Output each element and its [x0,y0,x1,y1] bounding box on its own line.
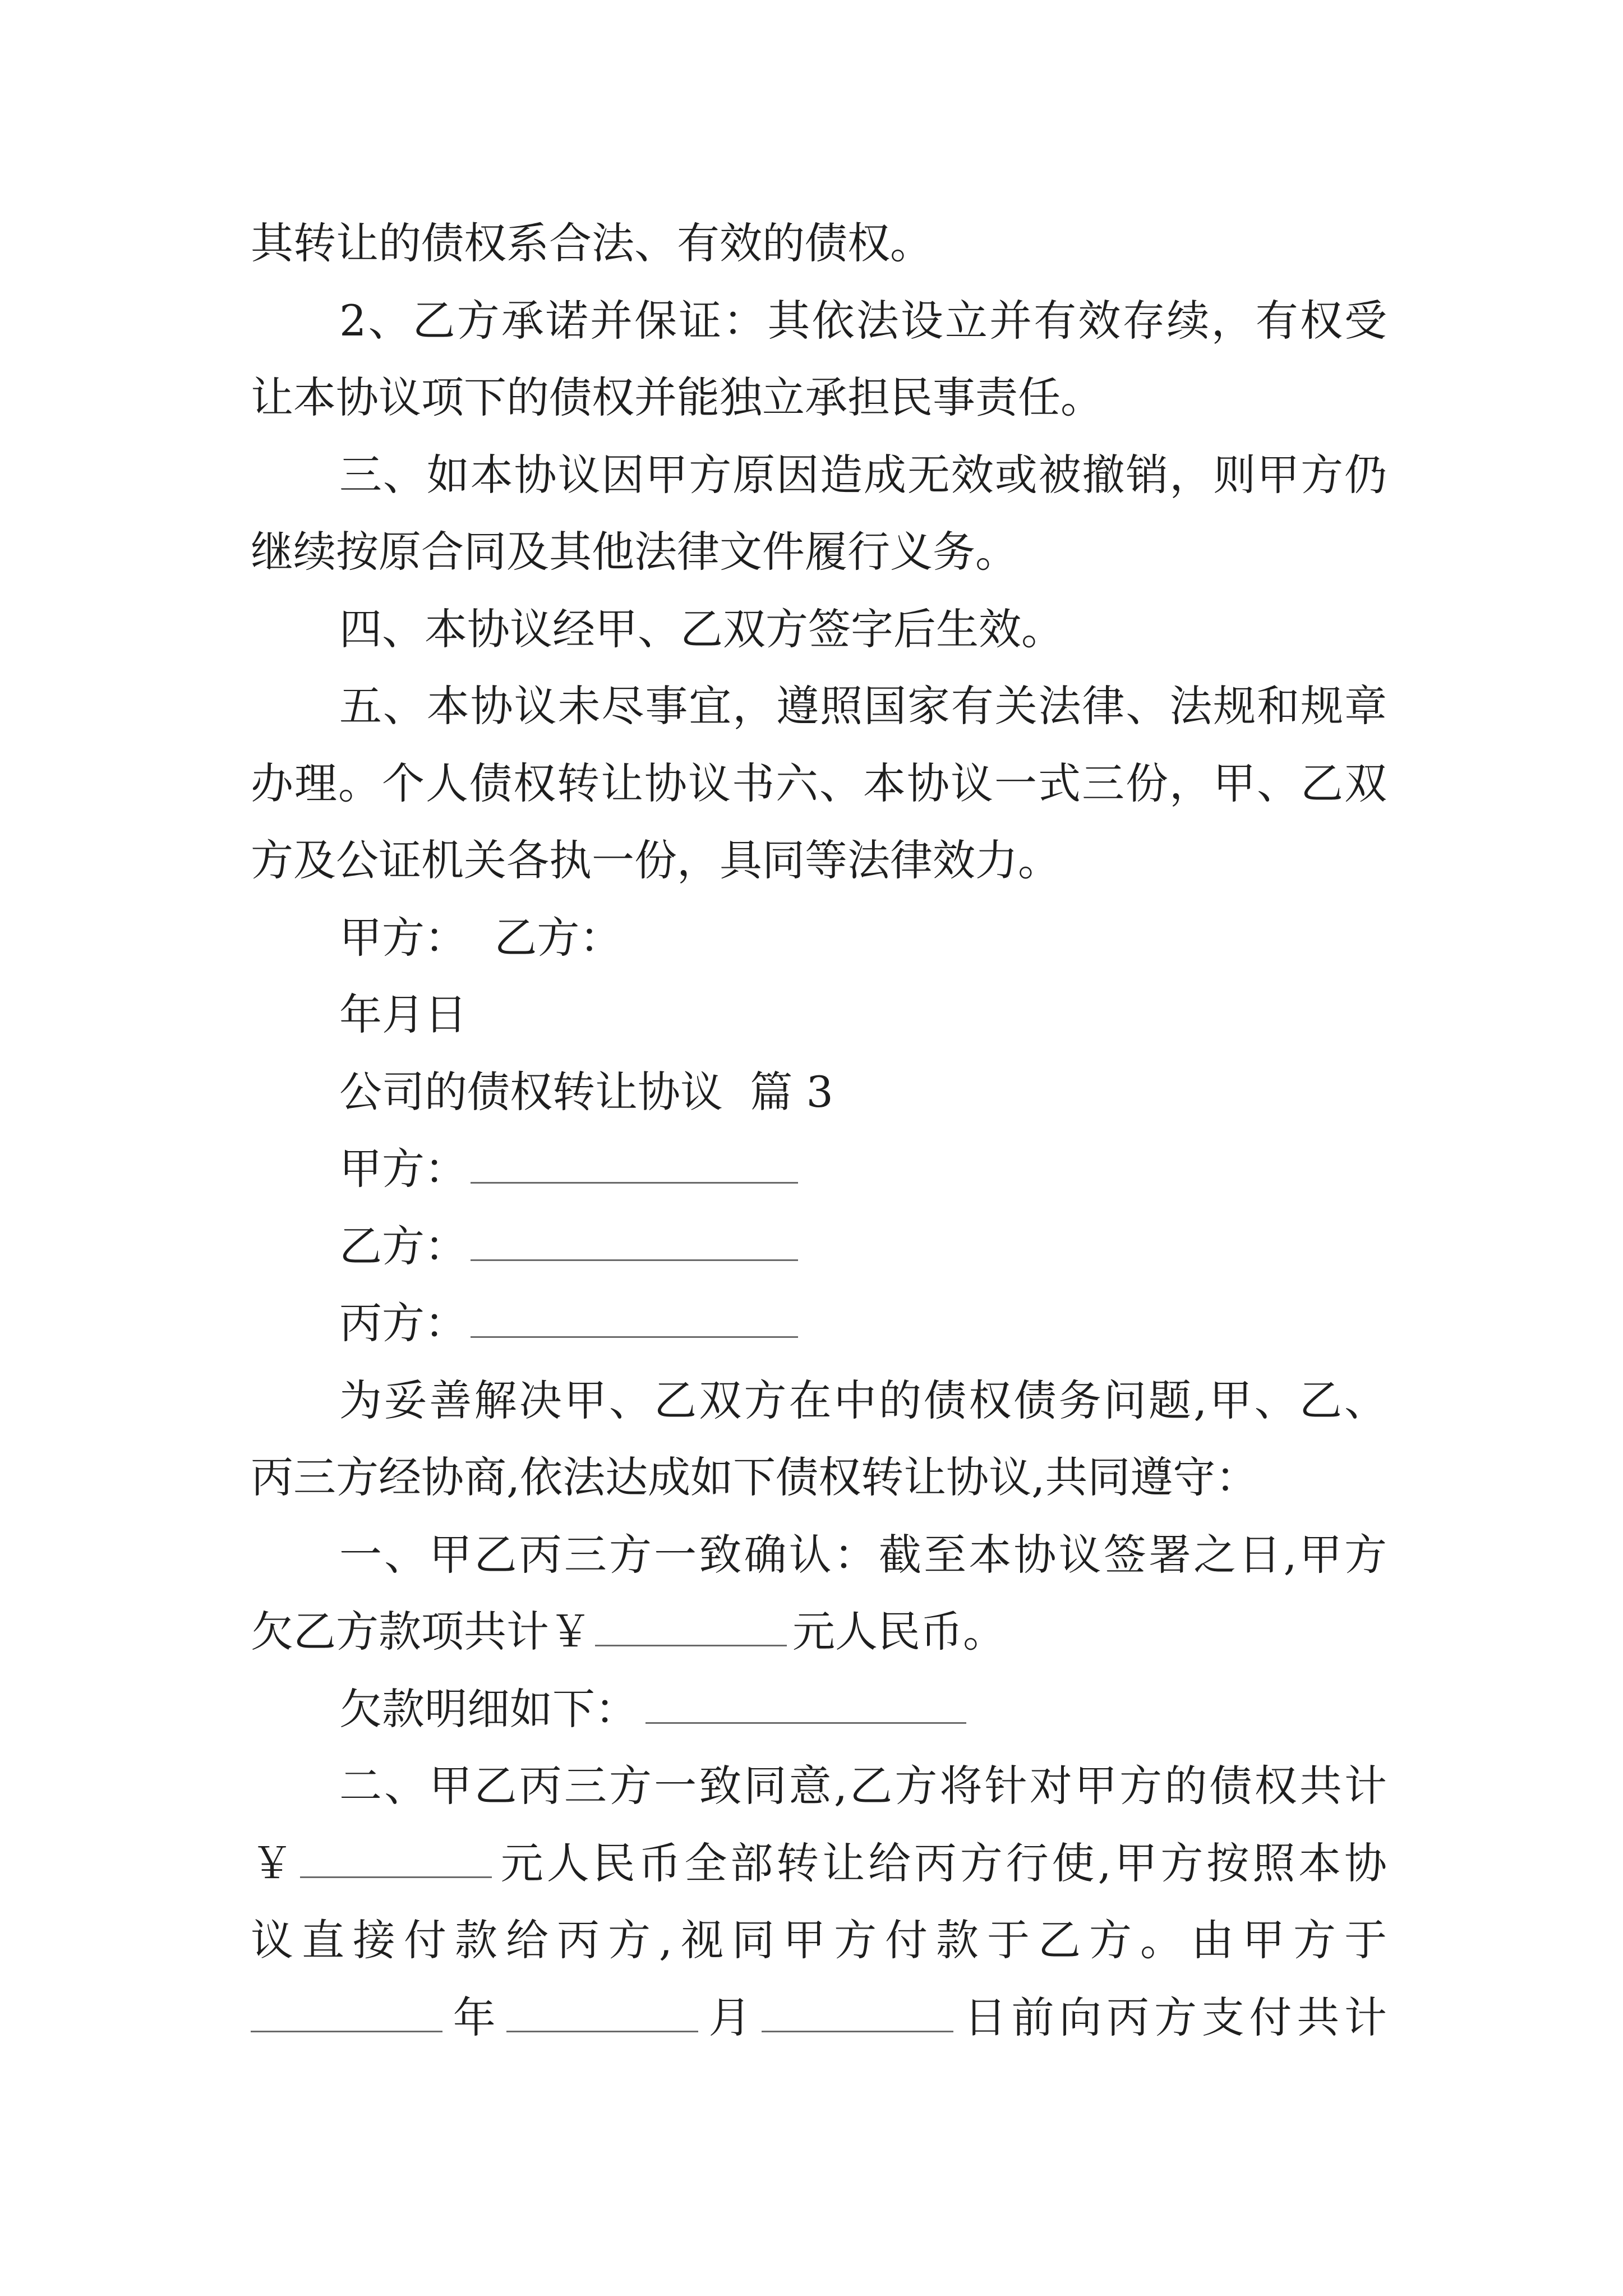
article-3-line-1: 三、如本协议因甲方原因造成无效或被撤销，则甲方仍 [339,450,1387,500]
signature-line: 甲方： 乙方： [339,913,623,963]
transfer-amount-prefix: ￥ [251,1838,297,1888]
s3-article-2-line-4 [251,1979,1387,2056]
s3-article-1-line-1: 一、甲乙丙三方一致确认：截至本协议签署之日,甲方 [339,1530,1387,1580]
party-b-label: 乙方： [339,1221,467,1271]
party-c-label: 丙方： [339,1298,467,1348]
clause-2-line-1: 2、乙方承诺并保证：其依法设立并有效存续，有权受 [339,296,1387,346]
transfer-amount-suffix: 元人民币全部转让给丙方行使,甲方按照本协 [497,1838,1387,1888]
month-label: 月 [703,1993,757,2042]
amount-owed-blank [595,1645,787,1646]
date-line: 年月日 [339,990,467,1039]
s3-article-2-line-1: 二、甲乙丙三方一致同意,乙方将针对甲方的债权共计 [339,1761,1387,1811]
article-4-line-1: 四、本协议经甲、乙双方签字后生效。 [339,604,1064,654]
payment-year-blank [251,2031,442,2032]
party-c-blank [471,1336,798,1338]
s3-article-1-line-2 [251,1593,1387,1670]
day-suffix: 日前向丙方支付共计 [959,1993,1387,2042]
article-5-line-3: 方及公证机关各执一份，具同等法律效力。 [251,835,1061,885]
amount-owed-prefix: 欠乙方款项共计￥ [251,1607,592,1657]
party-c-line [339,1285,1387,1361]
preamble-line-2: 丙三方经协商,依法达成如下债权转让协议,共同遵守： [251,1452,1258,1502]
payment-month-blank [506,2031,698,2032]
clause-2-line-2: 让本协议项下的债权并能独立承担民事责任。 [251,372,1103,422]
year-label: 年 [448,1993,501,2042]
debt-details-label: 欠款明细如下： [339,1684,638,1734]
article-3-line-2: 继续按原合同及其他法律文件履行义务。 [251,527,1018,577]
party-a-blank [471,1182,798,1184]
s3-article-2-line-2 [251,1825,1387,1902]
clause-1-tail-line: 其转让的债权系合法、有效的债权。 [251,218,933,268]
payment-day-blank [762,2031,953,2032]
party-b-blank [471,1259,798,1261]
amount-owed-suffix: 元人民币。 [792,1607,1006,1657]
party-a-line [339,1130,1387,1207]
debt-details-line [339,1671,1387,1747]
article-5-line-2: 办理。个人债权转让协议书六、本协议一式三份，甲、乙双 [251,758,1387,808]
debt-details-blank [645,1722,966,1724]
section-heading: 公司的债权转让协议 篇 3 [339,1067,833,1117]
preamble-line-1: 为妥善解决甲、乙双方在中的债权债务问题,甲、乙、 [339,1375,1387,1425]
party-b-line [339,1208,1387,1285]
s3-article-2-line-3: 议直接付款给丙方,视同甲方付款于乙方。由甲方于 [251,1915,1387,1965]
transfer-amount-blank [300,1876,492,1878]
article-5-line-1: 五、本协议未尽事宜，遵照国家有关法律、法规和规章 [339,681,1387,731]
party-a-label: 甲方： [339,1144,467,1194]
